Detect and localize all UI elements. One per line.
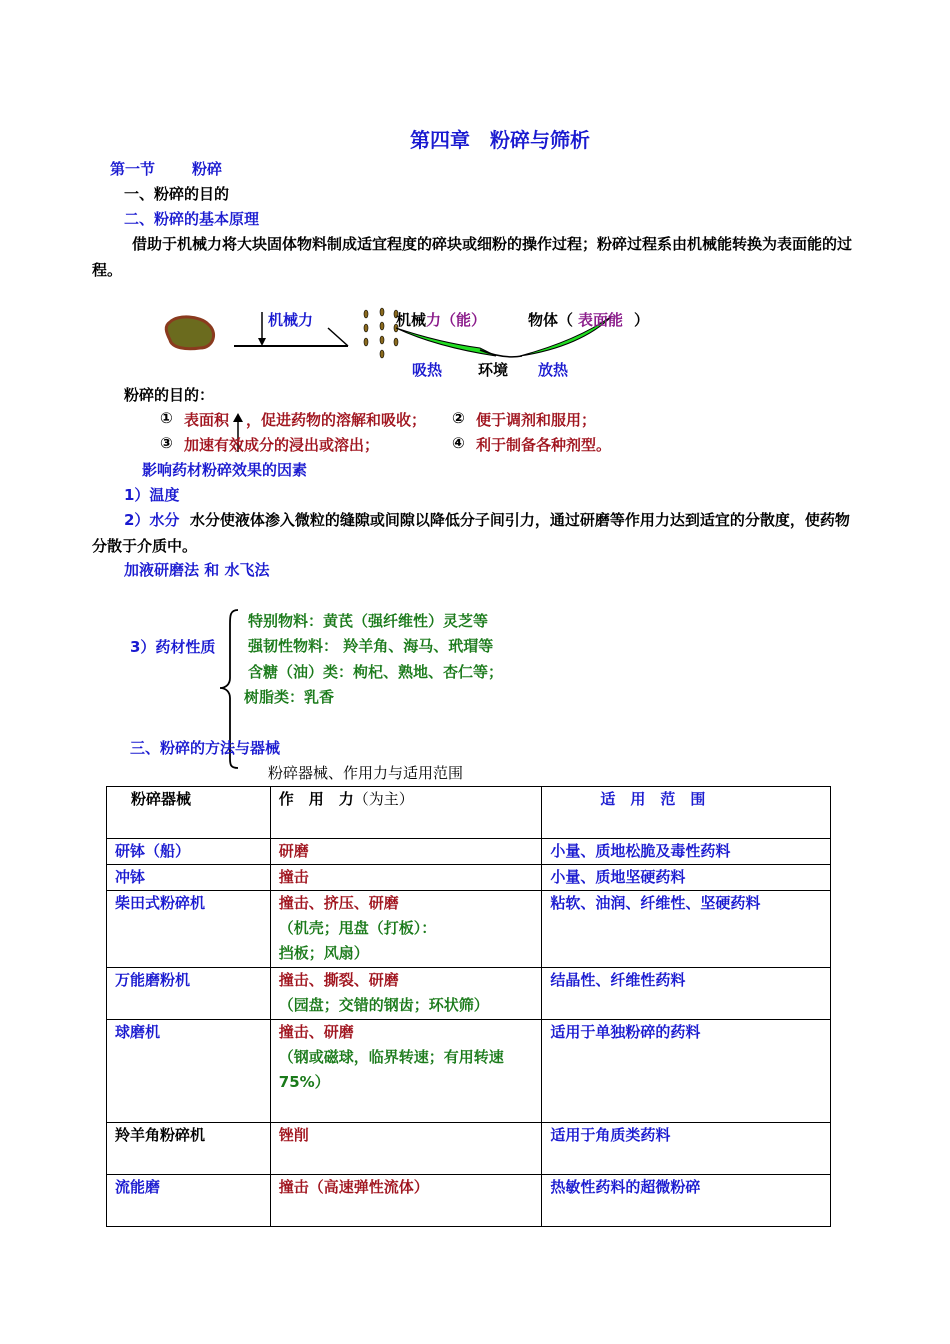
purpose-heading: 粉碎的目的：: [124, 386, 215, 404]
section-label: 第一节: [110, 160, 156, 178]
row-machine: 冲钵: [107, 865, 271, 891]
row-machine: 流能磨: [107, 1175, 271, 1227]
table-caption: 粉碎器械、作用力与适用范围: [268, 764, 464, 782]
diagram-environment: 环境: [478, 361, 509, 379]
row-range: 适用于单独粉碎的药料: [542, 1020, 831, 1123]
equipment-table: [106, 786, 831, 1227]
factor-moisture-paragraph: [92, 507, 862, 559]
section-name: 粉碎: [192, 160, 223, 178]
diagram-surface-energy: 表面能: [578, 311, 624, 329]
factor-moisture-label: 2）水分: [124, 511, 180, 529]
slash-line: [328, 328, 348, 346]
table-row: [107, 839, 831, 865]
diagram-object-prefix: 物体（: [528, 311, 574, 329]
diagram-energy-suffix: 力（能）: [426, 311, 487, 329]
row-force: 撞击: [270, 865, 542, 891]
purpose-text-3: 加速有效成分的浸出或溶出；: [184, 436, 380, 454]
heading-purpose: 一、粉碎的目的: [124, 185, 230, 203]
material-item-1: 特别物料：黄芪（强纤维性）灵芝等: [248, 612, 489, 630]
table-header-row: [107, 787, 831, 839]
factors-heading: 影响药材粉碎效果的因素: [142, 461, 308, 479]
row-range: 结晶性、纤维性药料: [542, 968, 831, 1020]
diagram-release: 放热: [538, 361, 569, 379]
row-force: 撞击（高速弹性流体）: [270, 1175, 542, 1227]
table-row: [107, 891, 831, 968]
row-force: 锉削: [270, 1123, 542, 1175]
row-range: 热敏性药料的超微粉碎: [542, 1175, 831, 1227]
row-machine: 柴田式粉碎机: [107, 891, 271, 968]
purpose-text-1b: ，促进药物的溶解和吸收；: [246, 411, 427, 429]
diagram-force-label: 机械力: [268, 311, 314, 329]
table-row: [107, 1123, 831, 1175]
header-machine: 粉碎器械: [107, 787, 271, 839]
header-range: 适 用 范 围: [542, 787, 831, 839]
page-title: 第四章 粉碎与筛析: [410, 128, 590, 152]
row-range: 适用于角质类药料: [542, 1123, 831, 1175]
table-row: [107, 1175, 831, 1227]
purpose-num-3: ③: [160, 434, 173, 452]
row-range: 小量、质地松脆及毒性药料: [542, 839, 831, 865]
principle-paragraph: 借助于机械力将大块固体物料制成适宜程度的碎块或细粉的操作过程；粉碎过程系由机械能转换为表面能的过程。: [92, 235, 853, 279]
table-row: [107, 968, 831, 1020]
row-force: 研磨: [270, 839, 542, 865]
row-machine: 万能磨粉机: [107, 968, 271, 1020]
purpose-num-1: ①: [160, 409, 173, 427]
factor-moisture-text: 水分使液体渗入微粒的缝隙或间隙以降低分子间引力，通过研磨等作用力达到适宜的分散度，使药物分散于介质中。: [92, 511, 850, 555]
row-range: 粘软、油润、纤维性、坚硬药料: [542, 891, 831, 968]
table-row: [107, 1020, 831, 1123]
material-blob-icon: [166, 317, 213, 349]
table-row: [107, 865, 831, 891]
absorb-arc-icon: [396, 328, 496, 356]
diagram-absorb: 吸热: [412, 361, 443, 379]
purpose-text-4: 利于制备各种剂型。: [476, 436, 612, 454]
purpose-num-4: ④: [452, 434, 465, 452]
header-force: 作 用 力（为主）: [270, 787, 542, 839]
purpose-text-2: 便于调剂和服用；: [476, 411, 597, 429]
row-machine: 球磨机: [107, 1020, 271, 1123]
material-item-2: 强韧性物料： 羚羊角、海马、玳瑁等: [248, 637, 494, 655]
row-range: 小量、质地坚硬药料: [542, 865, 831, 891]
liquid-methods: 加液研磨法 和 水飞法: [124, 561, 270, 579]
factor-material-label: 3）药材性质: [130, 638, 216, 656]
row-force: 撞击、挤压、研磨 （机壳；甩盘（打板）： 挡板；风扇）: [270, 891, 542, 968]
heading-methods: 三、粉碎的方法与器械: [130, 739, 281, 757]
diagram-energy-prefix: 机械: [396, 311, 427, 329]
particles-icon: [364, 308, 398, 358]
factor-temperature: 1）温度: [124, 486, 180, 504]
row-force: 撞击、撕裂、研磨 （园盘；交错的钢齿；环状筛）: [270, 968, 542, 1020]
row-force: 撞击、研磨 （钢或磁球，临界转速；有用转速 75%）: [270, 1020, 542, 1123]
heading-principle: 二、粉碎的基本原理: [124, 210, 260, 228]
material-item-3: 含糖（油）类：枸杞、熟地、杏仁等；: [248, 663, 504, 681]
material-item-4: 树脂类：乳香: [244, 688, 335, 706]
purpose-num-2: ②: [452, 409, 465, 427]
purpose-text-1: 表面积: [184, 411, 230, 429]
diagram-object-suffix: ）: [634, 311, 650, 329]
row-machine: 研钵（船）: [107, 839, 271, 865]
row-machine: 羚羊角粉碎机: [107, 1123, 271, 1175]
